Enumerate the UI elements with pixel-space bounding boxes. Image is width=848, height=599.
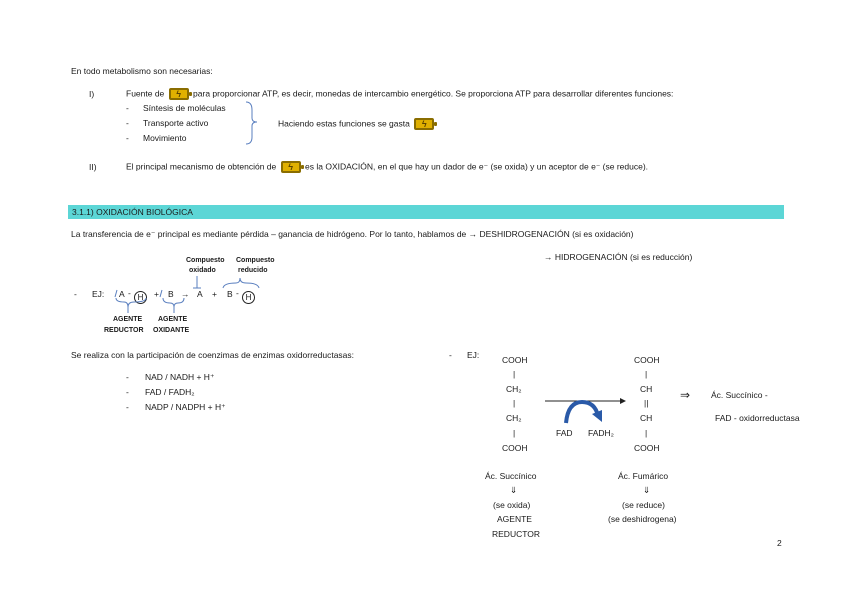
- page-number: 2: [777, 538, 782, 548]
- right-formula-line: COOH: [634, 355, 660, 365]
- ej1-arrow: →: [181, 289, 190, 299]
- list-bullet: -: [126, 402, 129, 412]
- left-formula-line: |: [513, 398, 516, 408]
- left-compound-name: Ác. Succínico: [485, 471, 537, 481]
- implies-icon: ⇒: [680, 388, 691, 402]
- reductor-brace: [116, 298, 146, 307]
- label-compuesto-reducido-1: Compuesto: [236, 257, 275, 264]
- hidrogenacion-text: → HIDROGENACIÓN (si es reducción): [544, 252, 693, 262]
- item2-after: es la OXIDACIÓN, en el que hay un dador de e⁻ (se oxida) y un aceptor de e⁻ (se reduce).: [305, 161, 649, 172]
- right-compound-name: Ác. Fumárico: [618, 471, 669, 481]
- left-formula-line: CH₂: [506, 384, 522, 394]
- agente-reductor-2: REDUCTOR: [104, 327, 144, 334]
- ej1-dash: -: [74, 289, 77, 299]
- right-formula-line: CH: [640, 384, 653, 394]
- reaction-arrowhead: [620, 398, 626, 404]
- ej1-plus-2: +: [212, 289, 217, 299]
- right-formula-line: ||: [644, 398, 649, 408]
- intro-text: En todo metabolismo son necesarias:: [71, 66, 213, 76]
- section-title: 3.1.1) OXIDACIÓN BIOLÓGICA: [72, 207, 193, 217]
- enzyme-name-1: Ác. Succínico -: [711, 390, 768, 400]
- right-state-2: (se deshidrogena): [608, 514, 677, 524]
- enzyme-name-2: FAD - oxidorreductasa: [715, 413, 800, 423]
- left-role-2: REDUCTOR: [492, 529, 541, 539]
- ej1-b: B: [168, 289, 174, 299]
- fad-curved-arrow: [566, 402, 598, 423]
- ej1-a: A: [119, 289, 125, 299]
- ej2-dash: -: [449, 350, 452, 360]
- list-bullet: -: [126, 118, 129, 128]
- agente-reductor-1: AGENTE: [113, 316, 143, 323]
- down-arrow-icon: ⇓: [643, 485, 651, 495]
- right-formula-line: CH: [640, 413, 653, 423]
- fad-label: FAD: [556, 428, 573, 438]
- left-formula-line: CH₂: [506, 413, 522, 423]
- reducido-brace: [223, 278, 259, 288]
- battery-bolt-icon: ϟ: [281, 161, 301, 173]
- ej1-a-product: A: [197, 289, 203, 299]
- left-formula-line: COOH: [502, 355, 528, 365]
- ej1-label: EJ:: [92, 289, 105, 299]
- down-arrow-icon: ⇓: [510, 485, 518, 495]
- functions-bracket: [246, 102, 257, 144]
- list-bullet: -: [126, 372, 129, 382]
- battery-bolt-icon: ϟ: [414, 118, 434, 130]
- ej1-b-bond: -: [236, 288, 239, 298]
- right-formula-line: |: [645, 369, 648, 379]
- label-compuesto-reducido-2: reducido: [238, 267, 268, 274]
- oxidante-brace: [163, 298, 184, 307]
- ej1-h-circle: H: [134, 291, 147, 304]
- item1-after: para proporcionar ATP, es decir, monedas de intercambio energético. Se proporciona ATP para desarrollar diferentes funciones:: [193, 88, 674, 99]
- battery-bolt-icon: ϟ: [169, 88, 189, 100]
- left-role-1: AGENTE: [497, 514, 532, 524]
- agente-oxidante-2: OXIDANTE: [153, 327, 190, 334]
- ej1-plus-1: +: [154, 289, 159, 299]
- coenzyme-item: NAD / NADH + H⁺: [145, 372, 215, 382]
- right-formula-line: |: [645, 428, 648, 438]
- ej1-b-product: B: [227, 289, 233, 299]
- agente-oxidante-1: AGENTE: [158, 316, 188, 323]
- ej1-tick: [160, 290, 162, 297]
- coenzyme-item: NADP / NADPH + H⁺: [145, 402, 226, 412]
- function-item: Movimiento: [143, 133, 187, 143]
- label-compuesto-oxidado-2: oxidado: [189, 267, 216, 274]
- list-bullet: -: [126, 133, 129, 143]
- left-formula-line: COOH: [502, 443, 528, 453]
- right-formula-line: COOH: [634, 443, 660, 453]
- coenzymes-intro: Se realiza con la participación de coenzimas de enzimas oxidorreductasas:: [71, 350, 355, 360]
- ej1-a-bond: -: [128, 288, 131, 298]
- right-state: (se reduce): [622, 500, 665, 510]
- list-bullet: -: [126, 103, 129, 113]
- fadh2-label: FADH₂: [588, 428, 614, 438]
- function-item: Transporte activo: [143, 118, 209, 128]
- coenzyme-item: FAD / FADH₂: [145, 387, 195, 397]
- item2-before: El principal mecanismo de obtención de: [126, 161, 277, 172]
- transfer-text: La transferencia de e⁻ principal es mediante pérdida – ganancia de hidrógeno. Por lo tanto, hablamos de → DESHIDROGENACIÓN (si es oxidación): [71, 229, 634, 239]
- left-formula-line: |: [513, 428, 516, 438]
- item1-before: Fuente de: [126, 88, 165, 99]
- left-state: (se oxida): [493, 500, 531, 510]
- left-formula-line: |: [513, 369, 516, 379]
- item1-numeral: I): [89, 89, 95, 99]
- label-compuesto-oxidado-1: Compuesto: [186, 257, 225, 264]
- bracket-text: Haciendo estas funciones se gasta: [278, 118, 410, 129]
- ej1-h-circle-product: H: [242, 291, 255, 304]
- list-bullet: -: [126, 387, 129, 397]
- function-item: Síntesis de moléculas: [143, 103, 226, 113]
- ej1-tick: [115, 290, 117, 297]
- ej2-label: EJ:: [467, 350, 480, 360]
- item2-numeral: II): [89, 162, 97, 172]
